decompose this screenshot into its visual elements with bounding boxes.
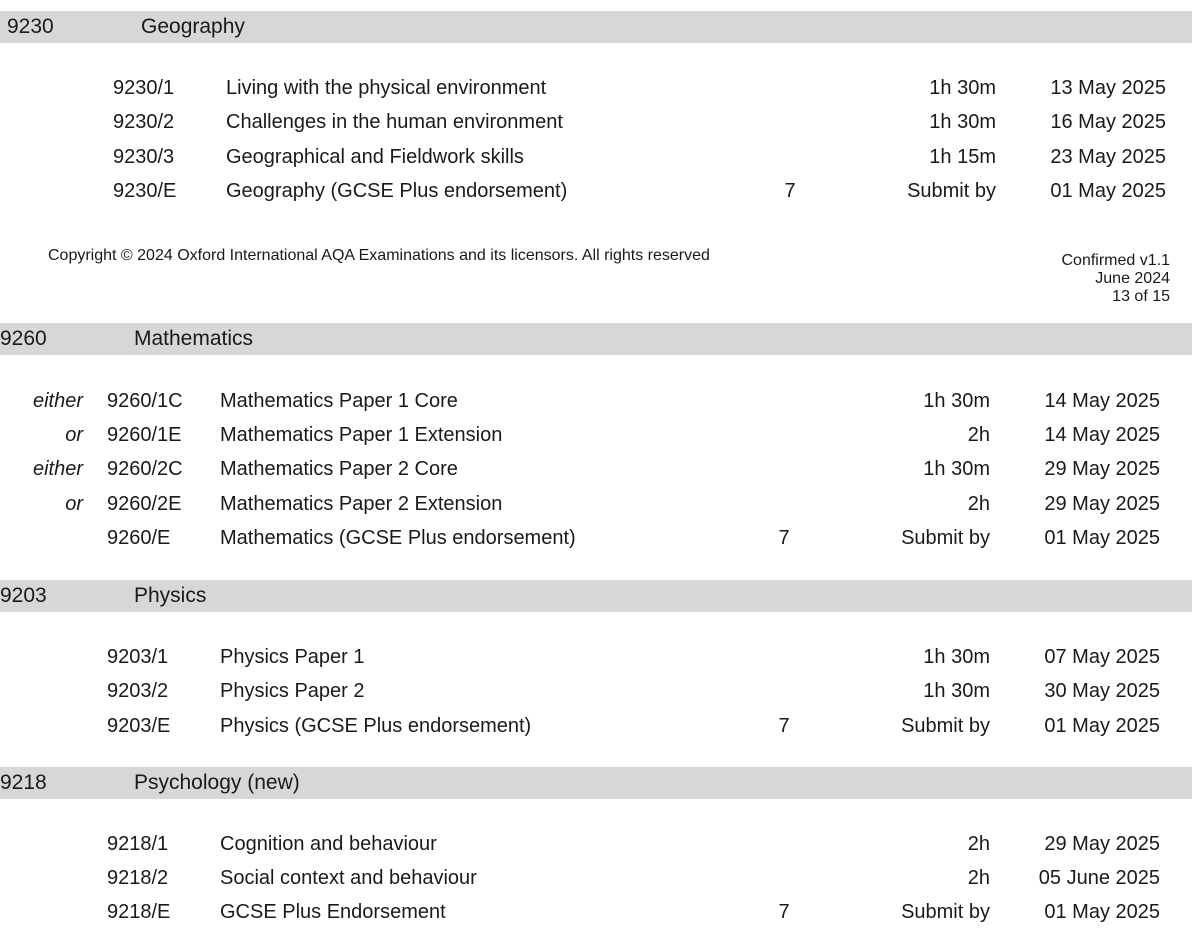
paper-duration: 2h	[967, 833, 990, 855]
paper-row	[0, 71, 1192, 105]
paper-title: Physics Paper 1	[220, 646, 365, 668]
paper-grade: 7	[778, 715, 790, 737]
paper-title: Geography (GCSE Plus endorsement)	[226, 180, 568, 202]
paper-date: 13 May 2025	[1050, 77, 1166, 99]
subject-code: 9203	[0, 584, 47, 607]
paper-qualifier: either	[32, 458, 83, 480]
paper-qualifier: either	[32, 390, 83, 412]
paper-code: 9203/1	[107, 646, 169, 668]
paper-code: 9260/E	[107, 527, 171, 549]
paper-date: 14 May 2025	[1044, 424, 1160, 446]
paper-date: 29 May 2025	[1044, 458, 1160, 480]
paper-code: 9203/E	[107, 715, 171, 737]
paper-title: Mathematics Paper 2 Extension	[220, 493, 503, 515]
paper-row	[0, 105, 1192, 139]
paper-code: 9230/E	[113, 180, 177, 202]
paper-code: 9218/2	[107, 867, 169, 889]
paper-duration: 1h 15m	[929, 146, 996, 168]
version-date: June 2024	[1095, 270, 1170, 287]
paper-grade: 7	[778, 901, 790, 923]
paper-row	[0, 709, 1192, 743]
paper-row	[0, 640, 1192, 674]
paper-row	[0, 827, 1192, 861]
subject-name: Geography	[141, 15, 245, 38]
paper-code: 9260/2E	[107, 493, 182, 515]
subject-code: 9230	[7, 15, 54, 38]
paper-row	[0, 861, 1192, 895]
paper-row	[0, 452, 1192, 486]
subject-name: Mathematics	[134, 327, 254, 350]
paper-title: Geographical and Fieldwork skills	[226, 146, 524, 168]
paper-code: 9230/3	[113, 146, 175, 168]
subject-code: 9260	[0, 327, 47, 350]
paper-qualifier: or	[65, 424, 83, 446]
paper-code: 9260/2C	[107, 458, 183, 480]
paper-title: Challenges in the human environment	[226, 111, 563, 133]
paper-title: Physics (GCSE Plus endorsement)	[220, 715, 532, 737]
paper-title: GCSE Plus Endorsement	[220, 901, 446, 923]
paper-date: 07 May 2025	[1044, 646, 1160, 668]
subject-header	[0, 580, 1192, 612]
paper-row	[0, 674, 1192, 708]
paper-row	[0, 140, 1192, 174]
subject-header	[0, 323, 1192, 355]
paper-date: 16 May 2025	[1050, 111, 1166, 133]
paper-title: Cognition and behaviour	[220, 833, 437, 855]
paper-date: 14 May 2025	[1044, 390, 1160, 412]
paper-code: 9230/2	[113, 111, 175, 133]
paper-date: 23 May 2025	[1050, 146, 1166, 168]
paper-code: 9203/2	[107, 680, 169, 702]
paper-row	[0, 521, 1192, 555]
paper-title: Mathematics Paper 1 Core	[220, 390, 458, 412]
paper-title: Physics Paper 2	[220, 680, 365, 702]
paper-code: 9218/E	[107, 901, 171, 923]
paper-row	[0, 895, 1192, 929]
paper-title: Mathematics (GCSE Plus endorsement)	[220, 527, 576, 549]
paper-qualifier: or	[65, 493, 83, 515]
paper-duration: 2h	[967, 493, 990, 515]
paper-row	[0, 418, 1192, 452]
paper-title: Mathematics Paper 2 Core	[220, 458, 458, 480]
paper-code: 9260/1C	[107, 390, 183, 412]
subject-header	[0, 11, 1192, 43]
subject-code: 9218	[0, 771, 47, 794]
paper-duration: Submit by	[901, 527, 990, 549]
paper-duration: 1h 30m	[923, 646, 990, 668]
paper-duration: Submit by	[907, 180, 996, 202]
paper-date: 01 May 2025	[1044, 901, 1160, 923]
document-version-info	[1062, 252, 1171, 306]
paper-row	[0, 174, 1192, 208]
paper-row	[0, 487, 1192, 521]
paper-code: 9230/1	[113, 77, 175, 99]
subject-name: Psychology (new)	[134, 771, 300, 794]
paper-date: 01 May 2025	[1044, 527, 1160, 549]
paper-code: 9260/1E	[107, 424, 182, 446]
paper-row	[0, 384, 1192, 418]
paper-duration: Submit by	[901, 901, 990, 923]
paper-duration: 1h 30m	[923, 680, 990, 702]
paper-duration: 2h	[967, 424, 990, 446]
paper-code: 9218/1	[107, 833, 169, 855]
paper-duration: 1h 30m	[923, 390, 990, 412]
paper-grade: 7	[784, 180, 796, 202]
paper-title: Mathematics Paper 1 Extension	[220, 424, 503, 446]
version-label: Confirmed v1.1	[1061, 252, 1170, 269]
paper-title: Social context and behaviour	[220, 867, 477, 889]
paper-duration: 1h 30m	[929, 77, 996, 99]
paper-title: Living with the physical environment	[226, 77, 547, 99]
paper-duration: Submit by	[901, 715, 990, 737]
paper-date: 05 June 2025	[1038, 867, 1160, 889]
subject-header	[0, 767, 1192, 799]
paper-date: 01 May 2025	[1044, 715, 1160, 737]
paper-date: 30 May 2025	[1044, 680, 1160, 702]
subject-name: Physics	[134, 584, 207, 607]
page-number: 13 of 15	[1112, 288, 1170, 305]
paper-duration: 1h 30m	[929, 111, 996, 133]
paper-duration: 1h 30m	[923, 458, 990, 480]
paper-date: 29 May 2025	[1044, 493, 1160, 515]
paper-grade: 7	[778, 527, 790, 549]
paper-date: 01 May 2025	[1050, 180, 1166, 202]
paper-date: 29 May 2025	[1044, 833, 1160, 855]
paper-duration: 2h	[967, 867, 990, 889]
copyright-notice: Copyright © 2024 Oxford International AQA Examinations and its licensors. All rights reserved	[48, 247, 710, 264]
